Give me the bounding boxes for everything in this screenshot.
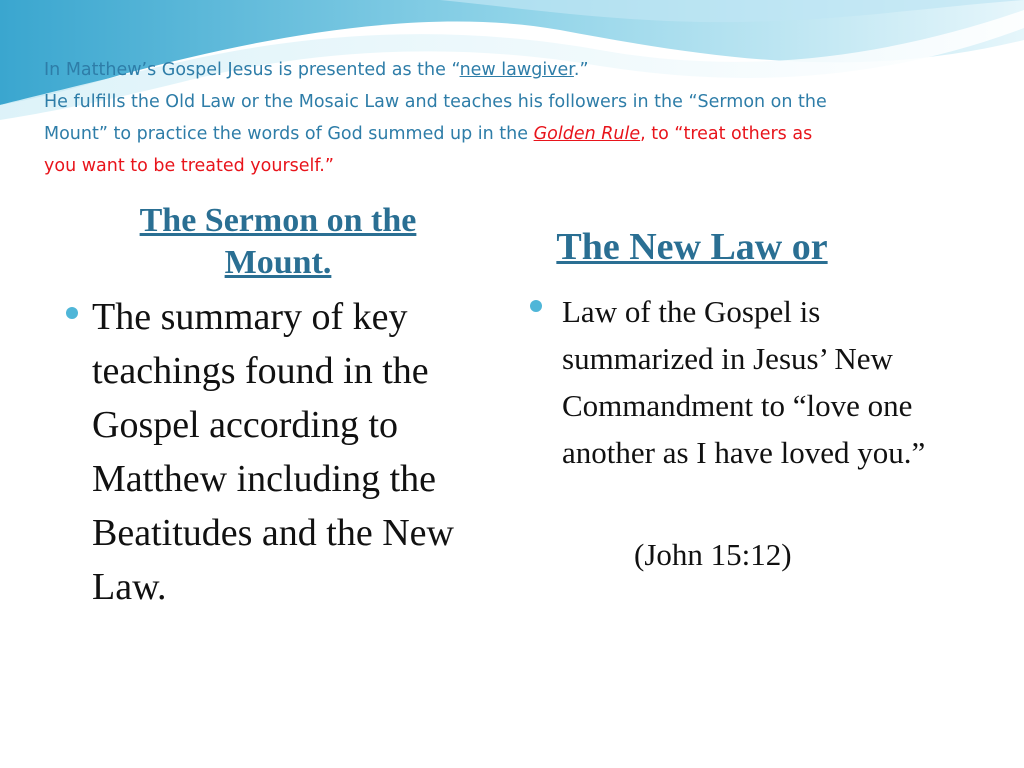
title-line-1 xyxy=(44,54,984,86)
title-line-3-suffix: , to “treat others as xyxy=(640,124,813,144)
bullet-dot-icon xyxy=(66,307,78,319)
left-bullet-text: The summary of key teachings found in the Gospel according to Matthew including the Beatitudes and the New Law. xyxy=(92,296,454,608)
title-line-3-prefix: Mount” to practice the words of God summed up in the xyxy=(44,124,534,144)
new-lawgiver-text: new lawgiver xyxy=(459,60,574,80)
title-line-1-suffix: .” xyxy=(573,60,589,80)
title-line-4: you want to be treated yourself.” xyxy=(44,156,334,176)
right-bullet-text: Law of the Gospel is summarized in Jesus’ New Commandment to “love one another as I have loved you.” xyxy=(562,294,926,470)
right-bullet-item xyxy=(530,288,970,476)
slide-title xyxy=(44,54,984,182)
title-line-3 xyxy=(44,118,984,150)
left-bullet-item xyxy=(66,290,496,614)
new-law-heading: The New Law or xyxy=(556,226,828,268)
bullet-dot-icon xyxy=(530,300,542,312)
title-line-1-prefix: In Matthew’s Gospel Jesus is presented as the “ xyxy=(44,60,460,80)
scripture-citation: (John 15:12) xyxy=(634,537,792,572)
title-line-2: He fulfills the Old Law or the Mosaic Law and teaches his followers in the “Sermon on the xyxy=(44,92,827,112)
golden-rule-text: Golden Rule xyxy=(533,124,641,144)
sermon-on-the-mount-heading: The Sermon on the Mount. xyxy=(139,202,417,281)
